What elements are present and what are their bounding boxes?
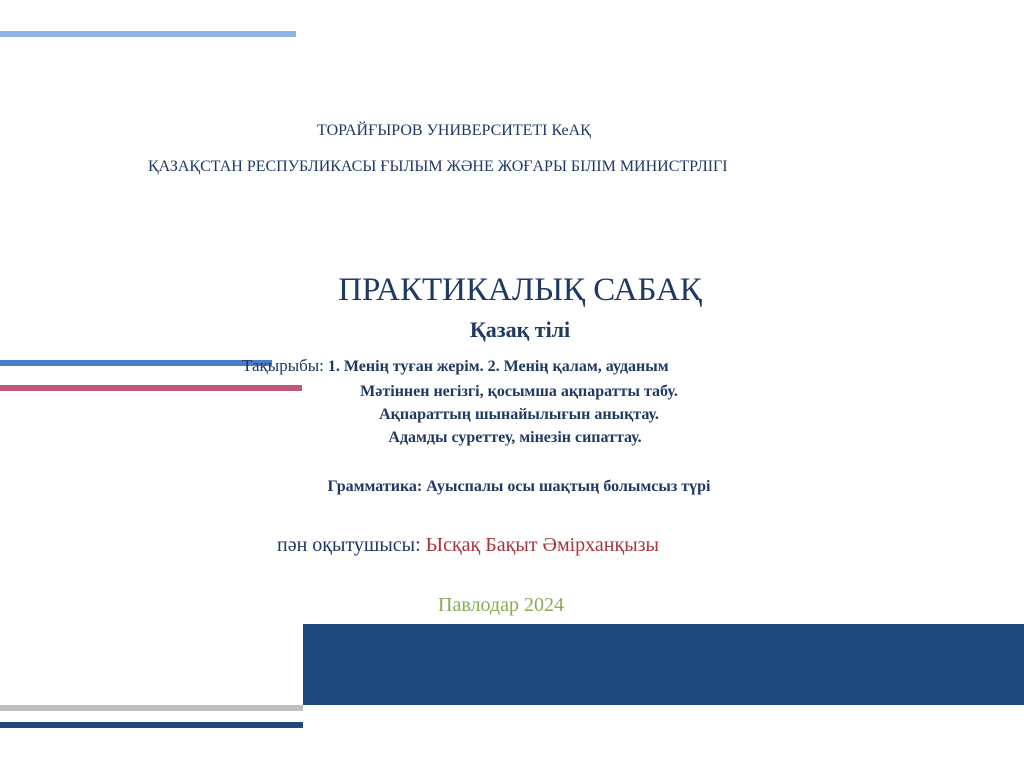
top-accent-bar [0, 31, 296, 37]
bottom-gray-bar [0, 705, 303, 711]
middle-pink-bar [0, 385, 302, 391]
grammar-line: Грамматика: Ауыспалы осы шақтың болымсыз түрі [327, 478, 711, 495]
topic-line-2: Мәтіннен негізгі, қосымша ақпаратты табу. [360, 383, 678, 400]
bottom-dark-block [303, 624, 1024, 705]
lesson-type-title: ПРАКТИКАЛЫҚ САБАҚ [338, 272, 702, 308]
university-name: ТОРАЙҒЫРОВ УНИВЕРСИТЕТІ КеАҚ [317, 122, 591, 139]
place-year: Павлодар 2024 [438, 594, 564, 616]
middle-blue-bar [0, 360, 272, 366]
topic-line-1-text: 1. Менің туған жерім. 2. Менің қалам, ауданым [327, 358, 669, 375]
ministry-name: ҚАЗАҚСТАН РЕСПУБЛИКАСЫ ҒЫЛЫМ ЖӘНЕ ЖОҒАРЫ БІЛІМ МИНИСТРЛІГІ [148, 158, 728, 175]
teacher-label: пән оқытушысы: [277, 534, 421, 556]
teacher-name: Ысқақ Бақыт Әмірханқызы [425, 534, 659, 556]
topic-line-3: Ақпараттың шынайылығын анықтау. [379, 406, 659, 423]
topic-line-4: Адамды суреттеу, мінезін сипаттау. [388, 429, 642, 446]
teacher-line [277, 534, 659, 557]
subject-title: Қазақ тілі [469, 317, 571, 342]
topic-label: Тақырыбы: [242, 356, 324, 375]
bottom-dark-bar [0, 722, 303, 728]
topic-line-1 [242, 356, 669, 376]
